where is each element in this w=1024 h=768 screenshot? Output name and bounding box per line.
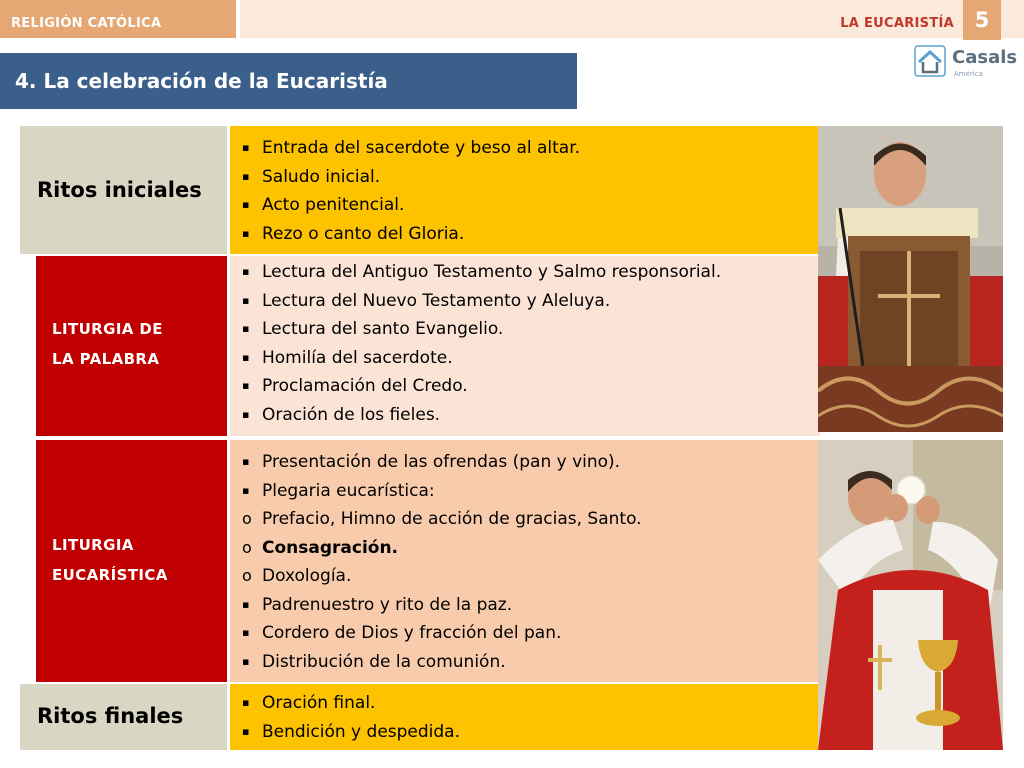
row-label-liturgia-eucaristica: LITURGIA EUCARÍSTICA [52, 536, 168, 584]
header-divider [236, 0, 240, 38]
list-item: ▪ Distribución de la comunión. [242, 648, 642, 677]
list-item: ▪ Saludo inicial. [242, 163, 580, 192]
logo-name: Casals [952, 47, 1018, 68]
bullet-square-icon: ▪ [242, 724, 250, 738]
bullet-square-icon: ▪ [242, 169, 250, 183]
list-item: ▪ Lectura del santo Evangelio. [242, 315, 721, 344]
row-label-cell-liturgia-palabra [36, 256, 227, 436]
priest-lectern-photo [818, 126, 1003, 432]
subject-label: RELIGIÓN CATÓLICA [11, 16, 162, 31]
list-item: ▪ Presentación de las ofrendas (pan y vino). [242, 448, 642, 477]
list-item: o Consagración. [242, 534, 642, 563]
row-list-liturgia-eucaristica [230, 440, 820, 682]
row-label-ritos-iniciales: Ritos iniciales [37, 178, 202, 202]
bullet-circle-icon: o [242, 509, 252, 528]
section-title: 4. La celebración de la Eucaristía [0, 53, 577, 109]
bullet-square-icon: ▪ [242, 293, 250, 307]
row-label-cell-liturgia-eucaristica [36, 440, 227, 682]
bullet-square-icon: ▪ [242, 198, 250, 211]
unit-label: LA EUCARISTÍA [840, 16, 954, 31]
publisher-logo [914, 45, 1018, 79]
row-label-cell-ritos-finales [20, 684, 227, 750]
row-list-ritos-iniciales [230, 126, 820, 254]
bullet-square-icon: ▪ [242, 226, 250, 240]
row-label-cell-ritos-iniciales [20, 126, 227, 254]
list-ritos-finales [242, 689, 460, 746]
bullet-square-icon: ▪ [242, 322, 250, 335]
list-item: ▪ Cordero de Dios y fracción del pan. [242, 619, 642, 648]
bullet-circle-icon: o [242, 537, 252, 557]
list-item: ▪ Padrenuestro y rito de la paz. [242, 591, 642, 620]
list-item: ▪ Lectura del Antiguo Testamento y Salmo responsorial. [242, 258, 721, 287]
priest-consecration-photo [818, 440, 1003, 750]
bullet-circle-icon: o [242, 566, 252, 585]
list-item: ▪ Rezo o canto del Gloria. [242, 220, 580, 249]
list-item: o Prefacio, Himno de acción de gracias, Santo. [242, 505, 642, 534]
list-item: ▪ Plegaria eucarística: [242, 477, 642, 506]
bullet-square-icon: ▪ [242, 696, 250, 709]
bullet-square-icon: ▪ [242, 626, 250, 639]
row-label-ritos-finales: Ritos finales [37, 704, 184, 728]
logo-subtitle: América [954, 70, 983, 78]
list-item: ▪ Bendición y despedida. [242, 718, 460, 747]
row-list-ritos-finales [230, 684, 820, 750]
list-item: ▪ Oración de los fieles. [242, 401, 721, 430]
list-item: ▪ Lectura del Nuevo Testamento y Aleluya. [242, 287, 721, 316]
list-ritos-iniciales [242, 134, 580, 248]
bullet-square-icon: ▪ [242, 597, 250, 611]
list-item: ▪ Oración final. [242, 689, 460, 718]
list-item: ▪ Proclamación del Credo. [242, 372, 721, 401]
bullet-square-icon: ▪ [242, 455, 250, 468]
list-liturgia-palabra [242, 258, 721, 429]
bullet-square-icon: ▪ [242, 350, 250, 364]
row-list-liturgia-palabra [230, 256, 820, 436]
bullet-square-icon: ▪ [242, 265, 250, 278]
page-number: 5 [963, 0, 1001, 40]
bullet-square-icon: ▪ [242, 141, 250, 154]
list-item: ▪ Entrada del sacerdote y beso al altar. [242, 134, 580, 163]
row-label-liturgia-palabra: LITURGIA DE LA PALABRA [52, 320, 163, 368]
list-item: ▪ Acto penitencial. [242, 191, 580, 220]
bullet-square-icon: ▪ [242, 654, 250, 668]
house-logo-icon [914, 45, 946, 77]
list-liturgia-eucaristica [242, 448, 642, 676]
list-item: ▪ Homilía del sacerdote. [242, 344, 721, 373]
list-item: o Doxología. [242, 562, 642, 591]
bullet-square-icon: ▪ [242, 379, 250, 392]
bullet-square-icon: ▪ [242, 483, 250, 497]
bullet-square-icon: ▪ [242, 407, 250, 421]
header-bar [0, 0, 1024, 38]
